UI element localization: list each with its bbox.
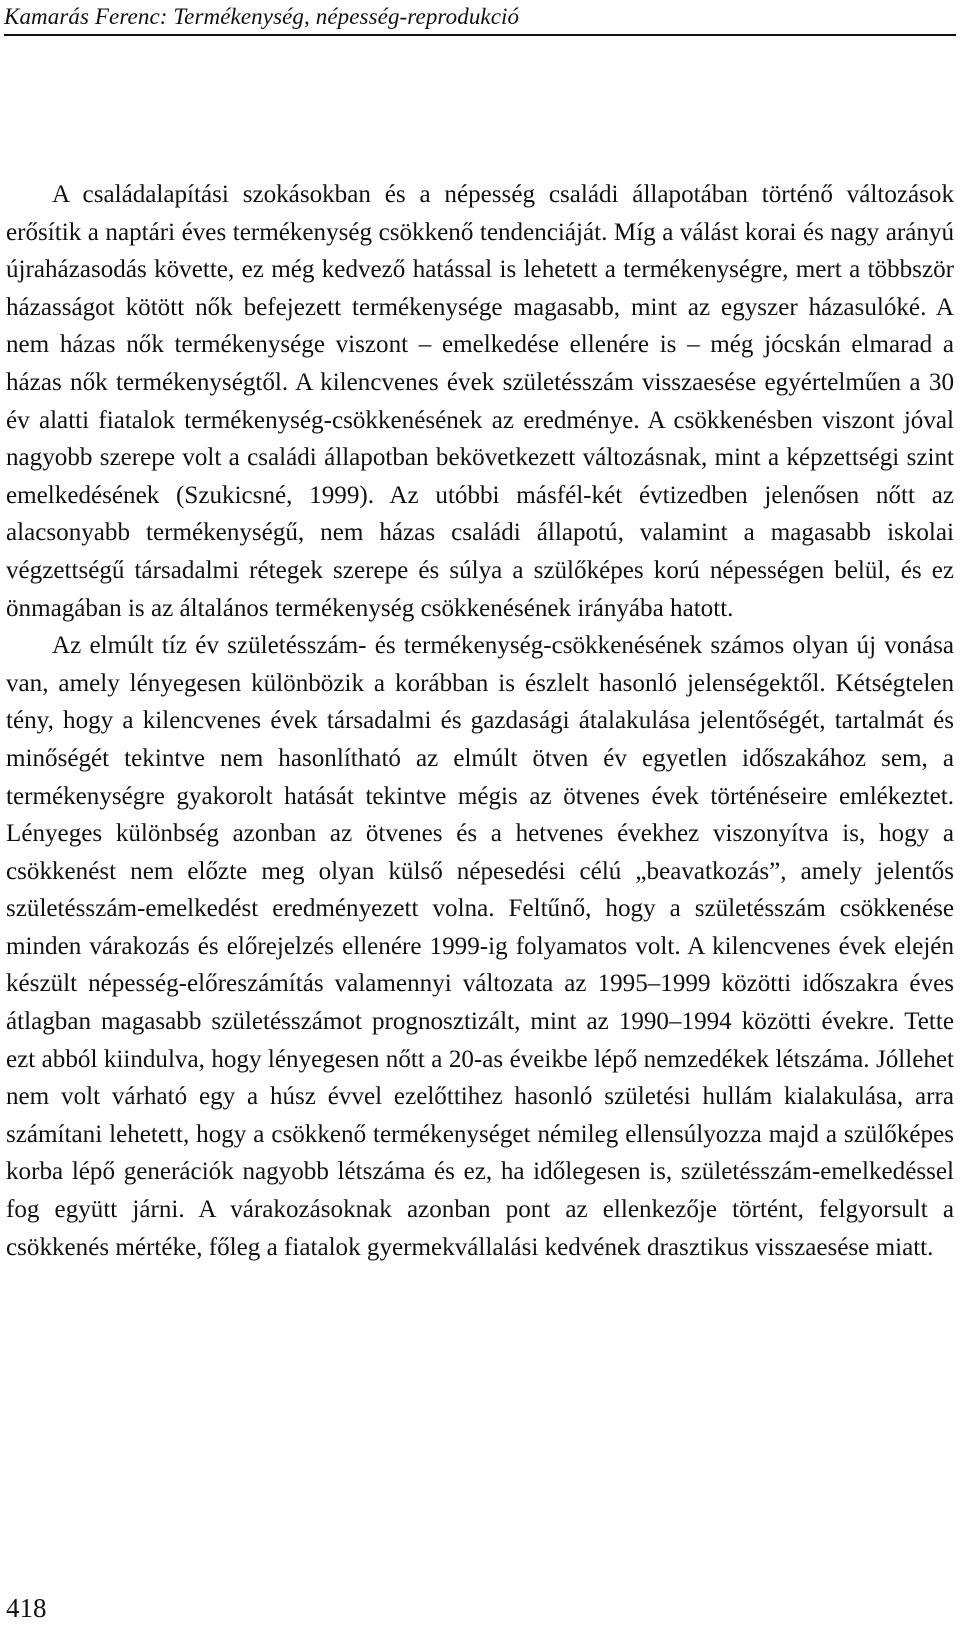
paragraph: A családalapítási szokásokban és a népesség családi állapotában történő változások erősítik a naptári éves termékenység csökkenő tendenciáját. Míg a válást korai és nagy arányú újraházasodás követte, ez még kedvező hatással is lehetett a termékenységre, mert a többször házasságot kötött nők befejezett termékenysége magasabb, mint az egyszer házasulóké. A nem házas nők termékenysége viszont – emelkedése ellenére is – még jócskán elmarad a házas nők termékenységtől. A kilencvenes évek születésszám visszaesése egyértelműen a 30 év alatti fiatalok termékenység-csökkenésének az eredménye. A csökkenésben viszont jóval nagyobb szerepe volt a családi állapotban bekövetkezett változásnak, mint a képzettségi szint emelkedésének (Szukicsné, 1999). Az utóbbi másfél-két évtizedben jelenősen nőtt az alacsonyabb termékenységű, nem házas családi állapotú, valamint a magasabb iskolai végzettségű társadalmi rétegek szerepe és súlya a szülőképes korú népességen belül, és ez önmagában is az általános termékenység csökkenésének irányába hatott.	[6, 181, 954, 622]
paragraph: Az elmúlt tíz év születésszám- és termékenység-csökkenésének számos olyan új vonása van, amely lényegesen különbözik a korábban is észlelt hasonló jelenségektől. Kétségtelen tény, hogy a kilencvenes évek társadalmi és gazdasági átalakulása jelentőségét, tartalmát és minőségét tekintve nem hasonlítható az elmúlt ötven év egyetlen időszakához sem, a termékenységre gyakorolt hatását tekintve mégis az ötvenes évek történéseire emlékeztet. Lényeges különbség azonban az ötvenes és a hetvenes évekhez viszonyítva is, hogy a csökkenést nem előzte meg olyan külső népesedési célú „beavatkozás”, amely jelentős születésszám-emelkedést eredményezett volna. Feltűnő, hogy a születésszám csökkenése minden várakozás és előrejelzés ellenére 1999-ig folyamatos volt. A kilencvenes évek elején készült népesség-előreszámítás valamennyi változata az 1995–1999 közötti időszakra éves átlagban magasabb születésszámot prognosztizált, mint az 1990–1994 közötti évekre. Tette ezt abból kiindulva, hogy lényegesen nőtt a 20-as éveikbe lépő nemzedékek létszáma. Jóllehet nem volt várható egy a húsz évvel ezelőttihez hasonló születési hullám kialakulása, arra számítani lehetett, hogy a csökkenő termékenységet némileg ellensúlyozza majd a szülőképes korba lépő generációk nagyobb létszáma és ez, ha időlegesen is, születésszám-emelkedéssel fog együtt járni. A várakozásoknak azonban pont az ellenkezője történt, felgyorsult a csökkenés mértéke, főleg a fiatalok gyermekvállalási kedvének drasztikus visszaesése miatt.	[6, 632, 954, 1261]
running-header	[4, 2, 956, 36]
body-text	[6, 176, 954, 1266]
page-number: 418	[6, 1593, 47, 1623]
running-title: Kamarás Ferenc: Termékenység, népesség-reprodukció	[4, 4, 520, 29]
